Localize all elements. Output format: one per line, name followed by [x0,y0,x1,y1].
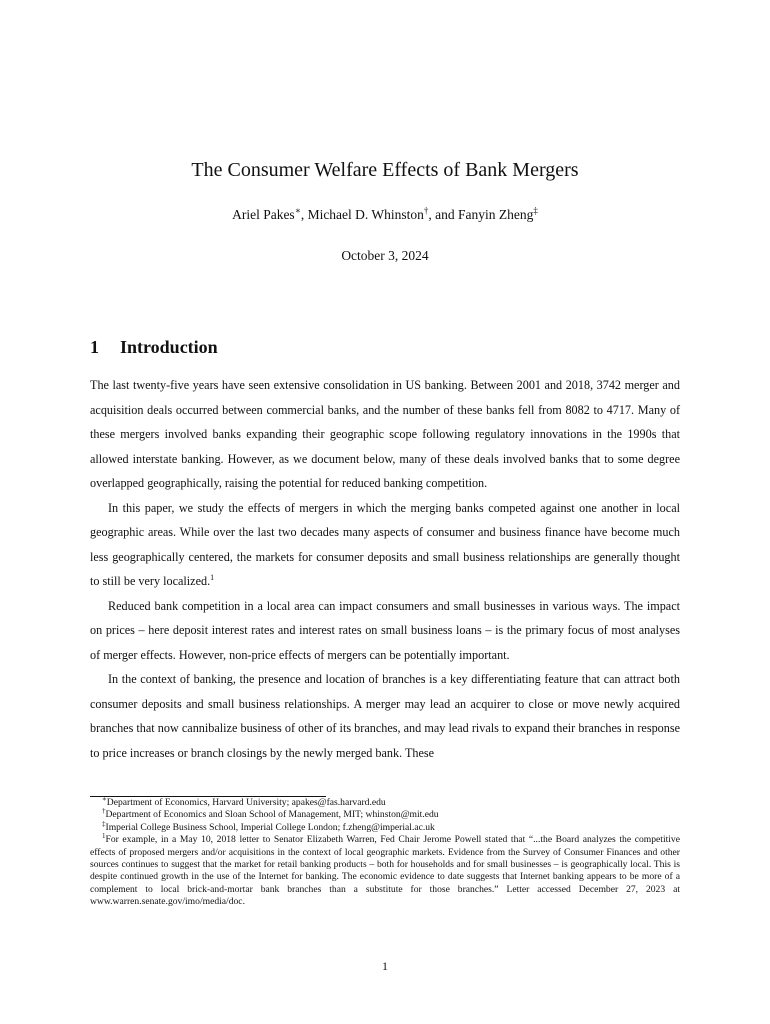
footnotes [90,794,680,909]
author-mark: † [423,205,429,216]
footnote [90,834,680,908]
author-separator: , and [428,207,459,222]
paper-title: The Consumer Welfare Effects of Bank Mergers [191,159,579,181]
footnote-reference[interactable]: 1 [210,572,215,582]
footnote-mark: ‡ [102,819,106,828]
paragraph [90,496,680,594]
footnote-text: Department of Economics and Sloan School of Management, MIT; whinston@mit.edu [105,809,439,821]
author-name: Fanyin Zheng [458,207,534,222]
footnote [90,794,680,809]
paragraph [90,373,680,496]
author-mark: ∗ [294,205,301,216]
author-name: Michael D. Whinston [307,207,424,222]
paragraph-text: In this paper, we study the effects of mergers in which the merging banks competed against one another in local geographic areas. While over the last two decades many aspects of consumer and business finance have become much less geographically centered, the markets for consumer deposits and small business relationships are generally thought to still be very localized. [90,500,680,588]
footnote-text: For example, in a May 10, 2018 letter to Senator Elizabeth Warren, Fed Chair Jerome Powell stated that “...the Board analyzes the competitive effects of proposed mergers and/or acquisitions in the context of local geographic markets. Evidence from the Survey of Consumer Finances and other sources continues to suggest that the market for retail banking products – both for households and for small businesses – is geographically local. This is despite continued growth in the use of the Internet for banking. The economic evidence to date suggests that Internet banking appears to be more of a complement to local brick-and-mortar bank branches than a substitute for those branches.” Letter accessed December 27, 2023 at www.warren.senate.gov/imo/media/doc. [90,834,680,908]
footnote [90,819,680,834]
section-number: 1 [90,337,99,357]
paragraph [90,594,680,668]
paragraph [90,667,680,765]
page-number: 1 [382,959,388,973]
footnote-mark: † [102,807,106,816]
author-name: Ariel Pakes [232,207,295,222]
paragraph-text: Reduced bank competition in a local area can impact consumers and small businesses in various ways. The impact on prices – here deposit interest rates and interest rates on small business loans – is the primary focus of most analyses of merger effects. However, non-price effects of mergers can be potentially important. [90,598,680,662]
section-heading [90,334,218,360]
author-mark: ‡ [533,205,538,216]
footnote-text: Imperial College Business School, Imperial College London; f.zheng@imperial.ac.uk [105,821,435,833]
footnote-mark: ∗ [102,794,107,803]
footnote [90,809,680,821]
body-text [90,373,680,765]
footnote-text: Department of Economics, Harvard University; apakes@fas.harvard.edu [106,797,386,808]
paragraph-text: The last twenty-five years have seen extensive consolidation in US banking. Between 2001 and 2018, 3742 merger and acquisition deals occurred between commercial banks, and the number of these banks fell from 8082 to 4717. Many of these mergers involved banks expanding their geographic scope following regulatory innovations in the 1990s that allowed interstate banking. However, as we document below, many of these deals involved banks that to some degree overlapped geographically, raising the potential for reduced banking competition. [90,378,680,490]
footnote-mark: 1 [102,832,106,841]
author-line [90,205,680,225]
paragraph-text: In the context of banking, the presence and location of branches is a key differentiating feature that can attract both consumer deposits and small business relationships. A merger may lead an acquirer to close or move newly acquired branches that now cannibalize business of other of its branches, and may lead rivals to expand their branches in response to price increases or branch closings by the newly merged bank. These [90,672,680,760]
author-separator: , [300,207,308,222]
section-title: Introduction [120,337,218,357]
paper-date: October 3, 2024 [341,248,429,263]
